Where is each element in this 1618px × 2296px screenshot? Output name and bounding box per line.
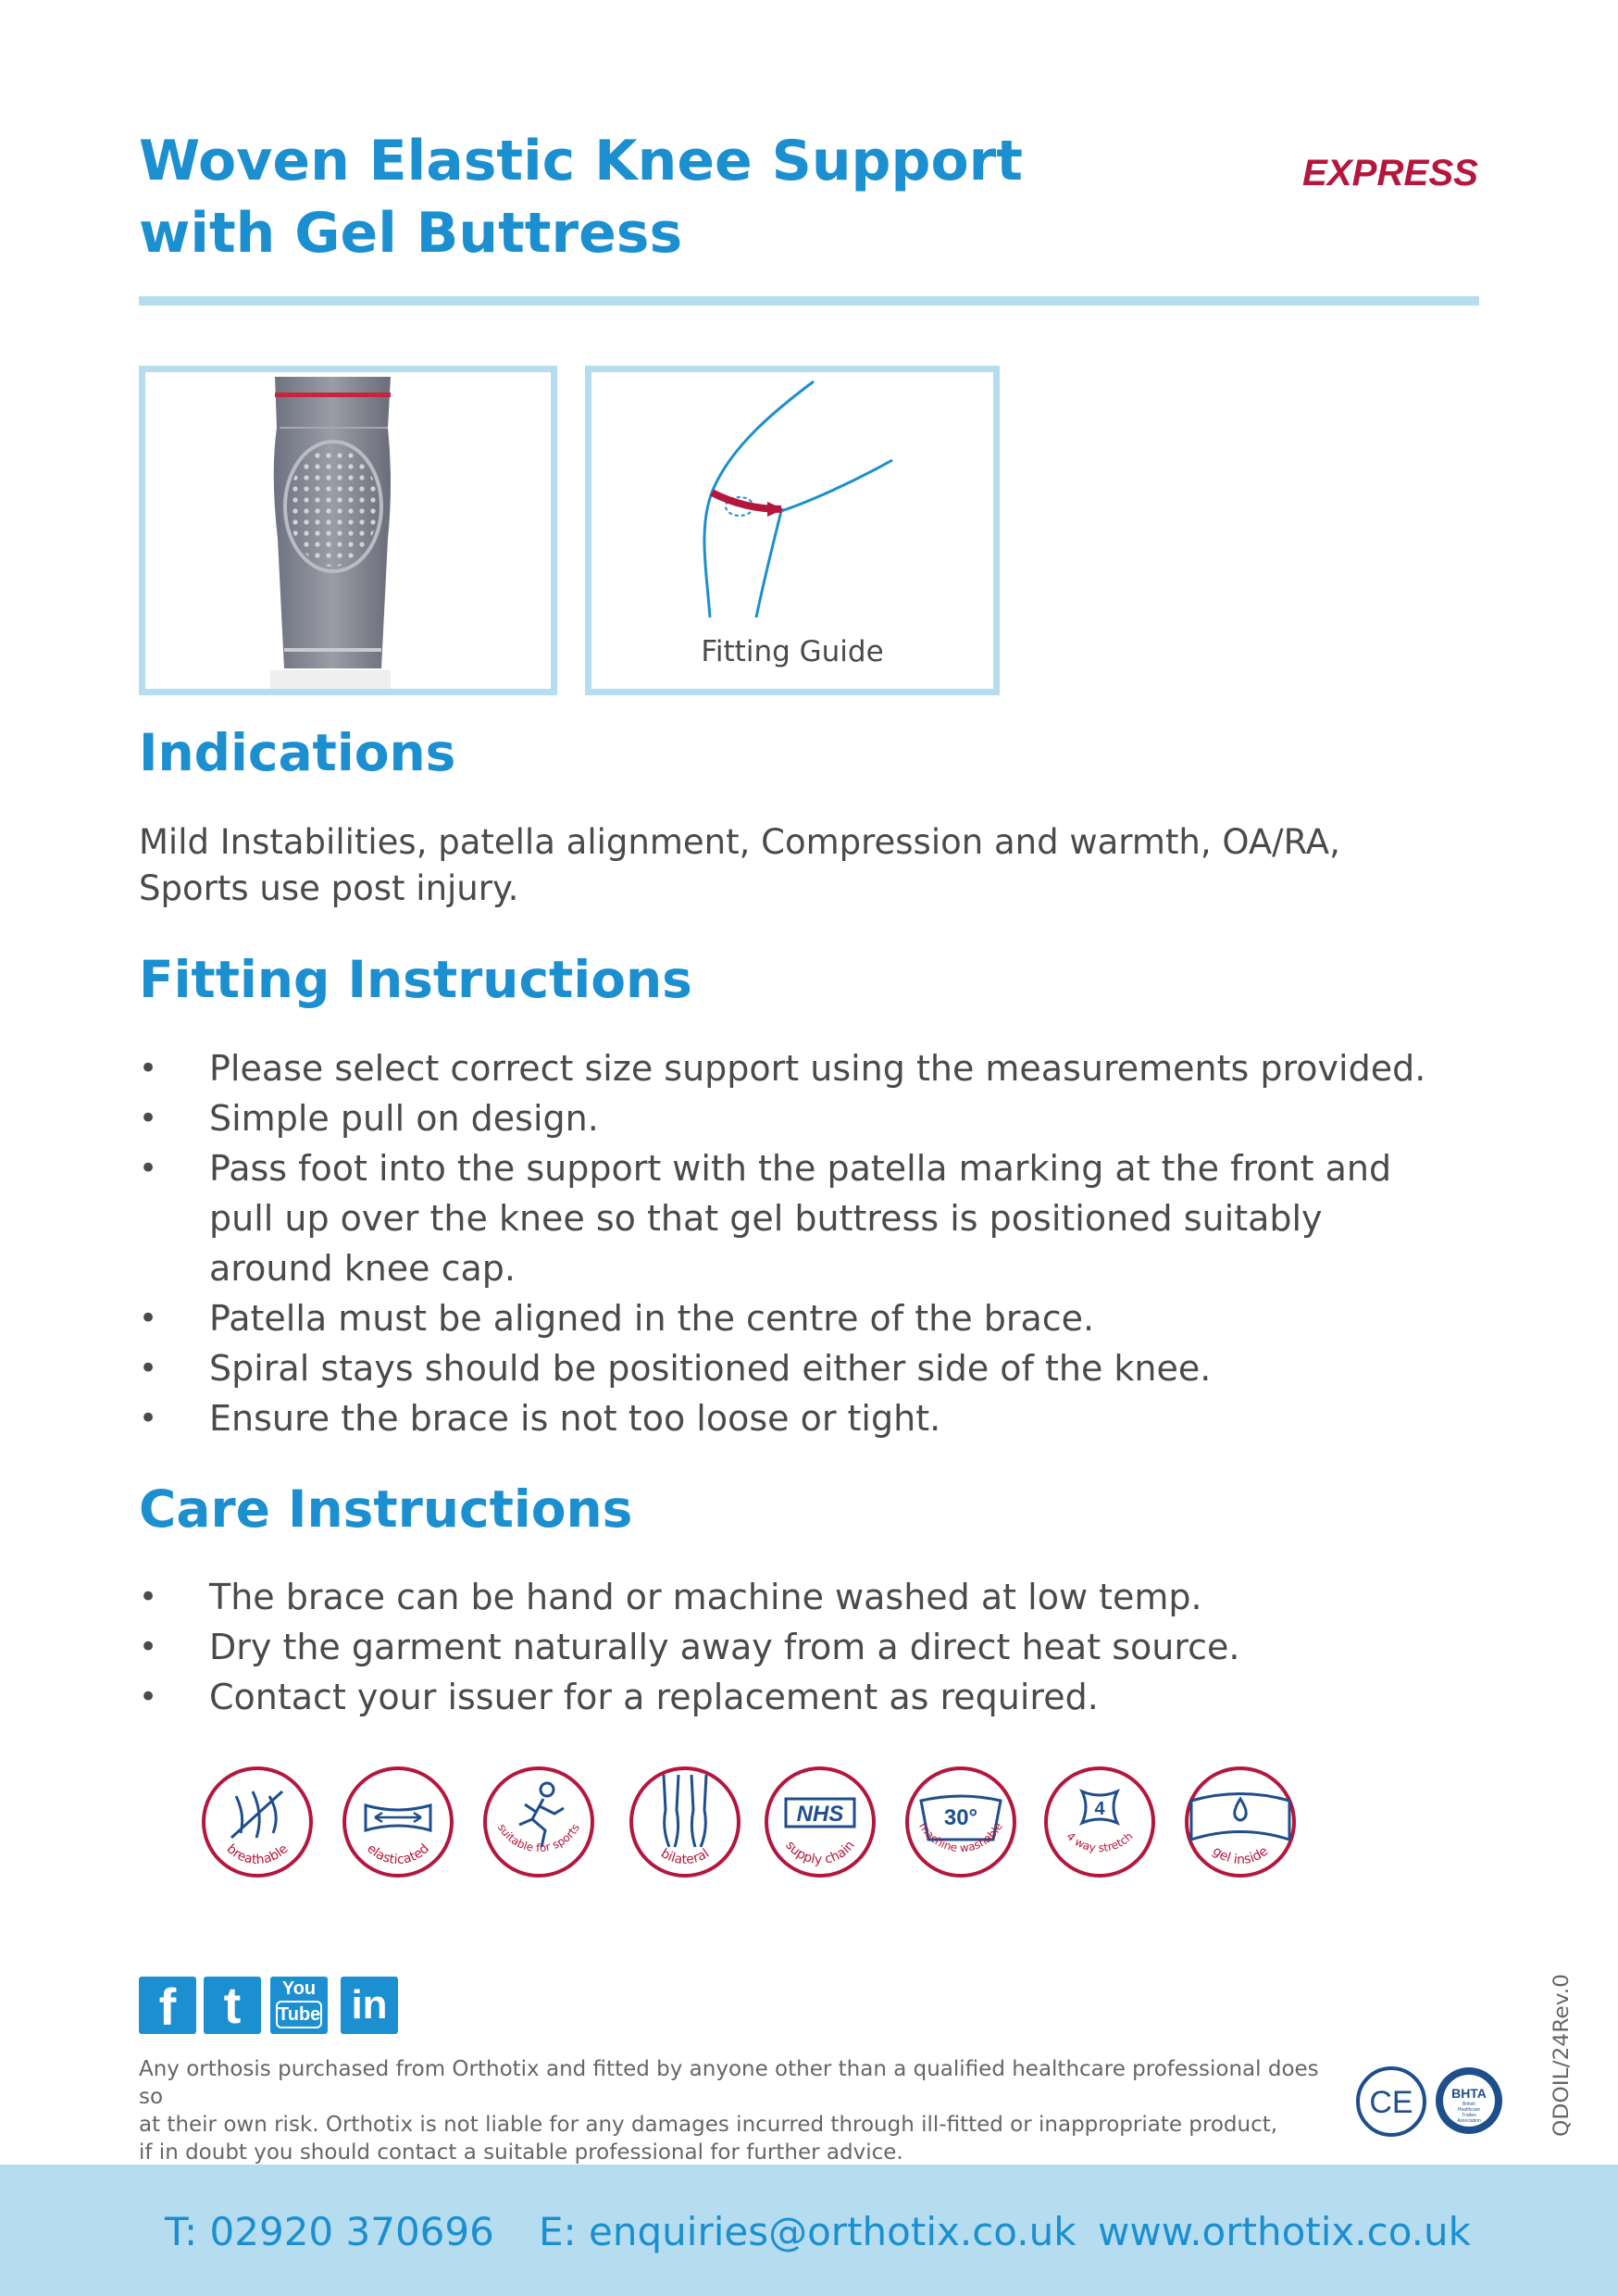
feature-label: elasticated	[364, 1841, 432, 1868]
bhta-sub-3: Trades	[1462, 2113, 1476, 2118]
indications-line-1: Mild Instabilities, patella alignment, Compression and warmth, OA/RA,	[139, 822, 1340, 862]
contact-footer	[0, 2165, 1618, 2296]
indications-text	[139, 819, 1472, 912]
care-list	[139, 1572, 1472, 1722]
sports-icon	[480, 1764, 597, 1880]
linkedin-glyph: in	[351, 1982, 388, 2028]
facebook-icon[interactable]	[139, 1977, 196, 2034]
gel-icon	[1182, 1764, 1299, 1880]
document-reference-text: QDOIL/24Rev.0	[1550, 1983, 1574, 2137]
list-item: • Please select correct size support using the measurements provided.	[139, 1043, 1472, 1093]
disclaimer	[139, 2055, 1342, 2166]
disclaimer-line-2: at their own risk. Orthotix is not liable for any damages incurred through ill-fitted or inappropriate product,	[139, 2113, 1278, 2137]
stretch-badge: 4	[1094, 1799, 1105, 1819]
footer-website[interactable]: www.orthotix.co.uk	[1098, 2209, 1471, 2254]
title-line-2: with Gel Buttress	[139, 201, 683, 266]
list-item: • The brace can be hand or machine washed at low temp.	[139, 1572, 1472, 1622]
indications-line-2: Sports use post injury.	[139, 868, 519, 908]
feature-label: bilateral	[657, 1845, 713, 1868]
fitting-heading: Fitting Instructions	[139, 950, 692, 1009]
list-item: • Spiral stays should be positioned either side of the knee.	[139, 1343, 1472, 1393]
fitting-guide-caption: Fitting Guide	[701, 635, 884, 668]
feature-label: 4 way stretch	[1064, 1829, 1136, 1855]
list-item: • Simple pull on design.	[139, 1093, 1472, 1143]
youtube-icon[interactable]	[270, 1977, 328, 2034]
bhta-logo-icon	[1433, 2065, 1505, 2137]
fitting-guide-frame	[585, 366, 1000, 695]
document-reference	[1546, 1972, 1577, 2139]
feature-label: breathable	[223, 1841, 292, 1868]
feature-label: supply chain	[782, 1838, 858, 1868]
bhta-sub-4: Association	[1457, 2118, 1481, 2124]
twitter-glyph: t	[223, 1976, 242, 2034]
bhta-text: BHTA	[1451, 2086, 1487, 2101]
indications-heading: Indications	[139, 723, 456, 782]
linkedin-icon[interactable]	[341, 1977, 398, 2034]
list-item: • Dry the garment naturally away from a direct heat source.	[139, 1622, 1472, 1672]
ce-mark-icon	[1354, 2065, 1428, 2139]
nhs-badge: NHS	[796, 1802, 844, 1827]
stretch-icon	[1041, 1764, 1158, 1880]
knee-support-photo	[145, 372, 551, 689]
bilateral-icon	[627, 1764, 743, 1880]
product-image-frame	[139, 366, 557, 695]
breathable-icon	[199, 1764, 316, 1880]
title-line-1: Woven Elastic Knee Support	[139, 129, 1023, 193]
wash-badge: 30°	[943, 1805, 978, 1830]
fitting-list	[139, 1043, 1472, 1443]
express-logo	[1301, 148, 1481, 194]
footer-phone[interactable]: T: 02920 370696	[165, 2209, 494, 2254]
bhta-sub-1: British	[1462, 2102, 1475, 2107]
page-title	[139, 125, 1064, 269]
care-heading: Care Instructions	[139, 1479, 633, 1539]
ce-mark-text: CE	[1369, 2085, 1413, 2120]
feature-icons	[199, 1764, 1301, 1884]
list-item: • Pass foot into the support with the patella marking at the front and pull up over the knee so that gel buttress is positioned suitably around knee cap.	[139, 1143, 1472, 1293]
feature-label: gel inside	[1209, 1843, 1272, 1868]
express-logo-text: EXPRESS	[1302, 153, 1479, 193]
disclaimer-line-3: if in doubt you should contact a suitable professional for further advice.	[139, 2140, 903, 2165]
youtube-glyph-top: You	[281, 1978, 317, 1999]
twitter-icon[interactable]	[204, 1977, 261, 2034]
feature-label: suitable for sports	[494, 1821, 583, 1855]
list-item: • Contact your issuer for a replacement as required.	[139, 1672, 1472, 1722]
bhta-sub-2: Healthcare	[1457, 2107, 1481, 2113]
list-item: • Ensure the brace is not too loose or tight.	[139, 1393, 1472, 1443]
footer-email[interactable]: E: enquiries@orthotix.co.uk	[539, 2209, 1077, 2254]
facebook-glyph: f	[158, 1978, 177, 2036]
disclaimer-line-1: Any orthosis purchased from Orthotix and fitted by anyone other than a qualified healthcare professional does so	[139, 2057, 1319, 2109]
wash-icon	[902, 1764, 1019, 1880]
youtube-glyph-bottom: Tube	[276, 2001, 322, 2028]
nhs-icon	[762, 1764, 878, 1880]
header-divider	[139, 296, 1479, 306]
list-item: • Patella must be aligned in the centre of the brace.	[139, 1293, 1472, 1343]
elasticated-icon	[340, 1764, 456, 1880]
feature-label: machine washable	[916, 1819, 1005, 1855]
